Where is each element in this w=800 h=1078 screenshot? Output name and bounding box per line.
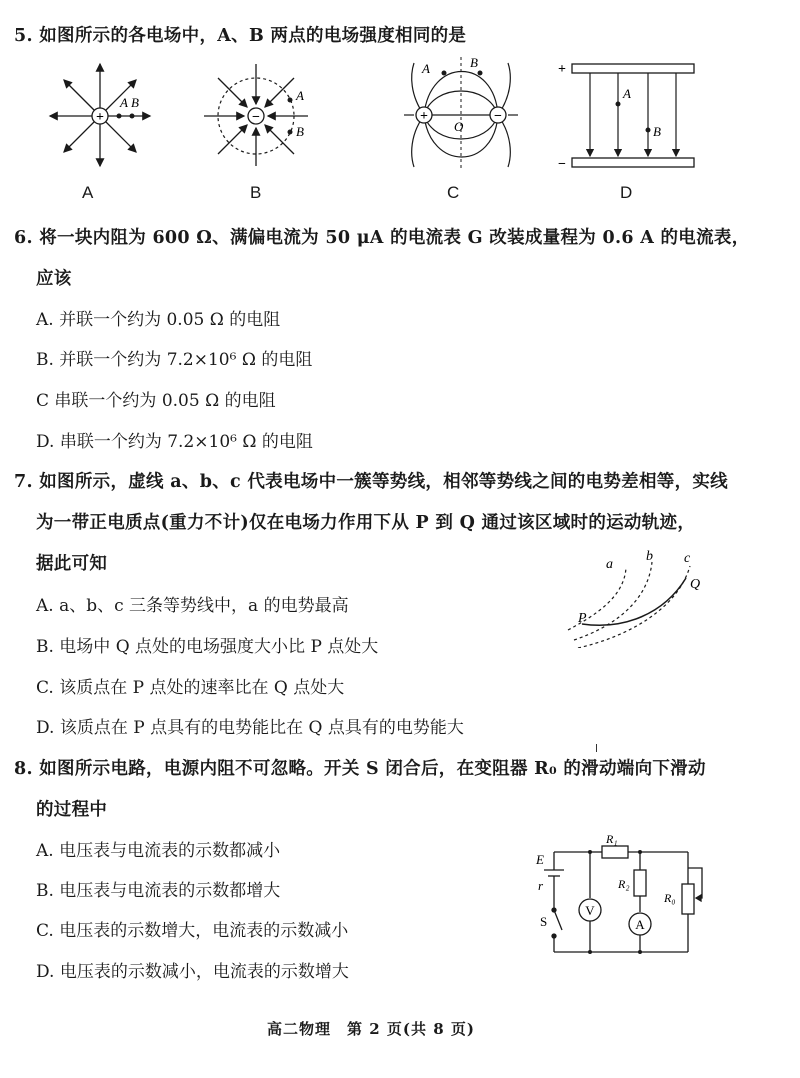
q8-stem-line2: 的过程中: [36, 800, 108, 820]
q5d-point-a: A: [623, 86, 631, 101]
q7-line-b: b: [646, 549, 653, 564]
q5c-point-b: B: [470, 55, 478, 70]
q7-line-c: c: [684, 551, 691, 566]
q5b-point-b: B: [296, 124, 304, 139]
q5b-charge: −: [252, 110, 260, 125]
q5d-plate-bottom: −: [558, 157, 566, 172]
q5a-point-b: B: [131, 95, 139, 110]
q8-voltmeter-label: V: [585, 903, 595, 918]
q5b-point-a: A: [296, 88, 304, 103]
q5c-point-a: A: [422, 61, 430, 76]
q5-label-a: A: [82, 183, 94, 202]
q7-option-a[interactable]: A. a、b、c 三条等势线中，a 的电势最高: [36, 596, 349, 616]
q5-label-d: D: [620, 183, 633, 202]
q8-option-c[interactable]: C. 电压表的示数增大，电流表的示数减小: [36, 921, 349, 941]
q8-option-b[interactable]: B. 电压表与电流表的示数都增大: [36, 881, 281, 901]
q5a-charge: +: [96, 110, 104, 125]
q7-line-a: a: [606, 557, 613, 572]
q7-stem-line1: 7. 如图所示，虚线 a、b、c 代表电场中一簇等势线，相邻等势线之间的电势差相等，实线: [14, 472, 728, 492]
q5-figure-b: [200, 60, 320, 168]
q8-ammeter-label: A: [635, 917, 645, 932]
q6-option-b[interactable]: B. 并联一个约为 7.2×10⁶ Ω 的电阻: [36, 350, 313, 370]
q5-figure-c: [400, 55, 520, 173]
q5-stem: 5. 如图所示的各电场中，A、B 两点的电场强度相同的是: [14, 26, 467, 46]
q7-stem-line2: 为一带正电质点(重力不计)仅在电场力作用下从 P 到 Q 通过该区域时的运动轨迹，: [36, 513, 696, 533]
q8-circuit-figure: [530, 832, 710, 962]
q7-option-c[interactable]: C. 该质点在 P 点处的速率比在 Q 点处大: [36, 678, 345, 698]
q6-option-d[interactable]: D. 串联一个约为 7.2×10⁶ Ω 的电阻: [36, 432, 313, 452]
q5c-center-o: O: [454, 119, 464, 134]
q7-point-q: Q: [690, 577, 701, 592]
q7-stem-line3: 据此可知: [36, 554, 108, 574]
q5c-charge-pos: +: [420, 109, 428, 124]
q8-label-r: r: [538, 878, 544, 893]
q7-figure: [560, 548, 720, 648]
q8-label-r2: R₂: [618, 877, 630, 891]
q7-point-p: P: [578, 611, 587, 626]
q5-label-b: B: [250, 183, 262, 202]
q6-option-a[interactable]: A. 并联一个约为 0.05 Ω 的电阻: [36, 310, 281, 330]
q5a-point-a: A: [120, 95, 128, 110]
q5d-plate-top: +: [558, 62, 566, 77]
q5c-charge-neg: −: [494, 109, 502, 124]
q5-figure-d: [556, 58, 706, 174]
q5-label-c: C: [447, 183, 460, 202]
q8-label-r0: R₀: [664, 891, 676, 905]
stray-mark: [596, 744, 597, 752]
q8-label-s: S: [540, 914, 548, 929]
q6-stem-line1: 6. 将一块内阻为 600 Ω、满偏电流为 50 μA 的电流表 G 改装成量程为 0.6 A 的电流表，: [14, 228, 750, 248]
q5-figure-a: [36, 60, 186, 168]
q8-stem-line1: 8. 如图所示电路，电源内阻不可忽略。开关 S 闭合后，在变阻器 R₀ 的滑动端向下滑动: [14, 759, 706, 779]
page-footer: 高二物理 第 2 页(共 8 页): [267, 1020, 475, 1038]
q6-stem-line2: 应该: [36, 269, 72, 289]
q8-option-a[interactable]: A. 电压表与电流表的示数都减小: [36, 841, 281, 861]
q8-option-d[interactable]: D. 电压表的示数减小，电流表的示数增大: [36, 962, 349, 982]
q8-label-e: E: [536, 852, 544, 867]
q5d-point-b: B: [653, 124, 661, 139]
q8-label-r1: R₁: [606, 832, 618, 846]
q7-option-d[interactable]: D. 该质点在 P 点具有的电势能比在 Q 点具有的电势能大: [36, 718, 464, 738]
q7-option-b[interactable]: B. 电场中 Q 点处的电场强度大小比 P 点处大: [36, 637, 379, 657]
q6-option-c[interactable]: C 串联一个约为 0.05 Ω 的电阻: [36, 391, 276, 411]
